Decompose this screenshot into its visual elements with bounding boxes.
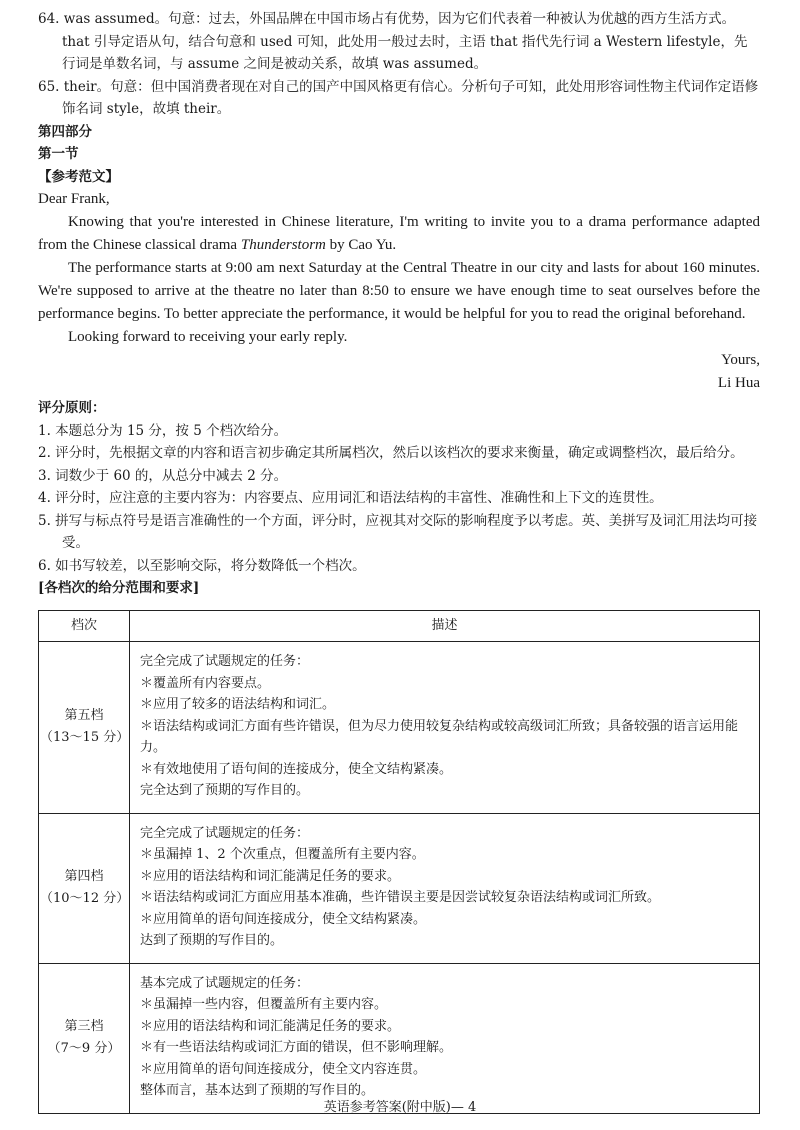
level-range: （13～15 分） [40, 730, 130, 746]
header-level: 档次 [39, 611, 130, 642]
letter-p1-start: Knowing that you're interested in Chinese literature, I'm writing to invite you to a drama performance adapted from the Chinese classical drama [38, 214, 760, 253]
description-cell [130, 963, 760, 1113]
answer-65: 65. their。句意：但中国消费者现在对自己的国产中国风格更有信心。分析句子可知，此处用形容词性物主代词作定语修饰名词 style，故填 their。 [38, 78, 759, 117]
rule-2: 2. 评分时，先根据文章的内容和语言初步确定其所属档次，然后以该档次的要求来衡量，确定或调整档次，最后给分。 [38, 445, 744, 461]
rule-1: 1. 本题总分为 15 分，按 5 个档次给分。 [38, 422, 288, 439]
letter-salutation: Dear Frank, [38, 191, 110, 207]
letter-p1-end: by Cao Yu. [325, 237, 397, 253]
description-line: ＊有效地使用了语句间的连接成分，使全文结构紧凑。 [140, 761, 453, 777]
rule-3: 3. 词数少于 60 的，从总分中减去 2 分。 [38, 467, 288, 484]
model-letter [38, 188, 760, 395]
description-line: 完全达到了预期的写作目的。 [140, 783, 310, 798]
section-part-heading: 第四部分 [38, 123, 92, 140]
page-footer: 英语参考答案(附中版)— 4 [323, 1100, 477, 1115]
rules-title: 评分原则： [38, 400, 106, 416]
level-cell [39, 813, 130, 963]
section-sub-heading: 第一节 [38, 146, 79, 162]
table-title: [各档次的给分范围和要求] [38, 580, 200, 596]
level-cell [39, 963, 130, 1113]
letter-paragraph-1 [38, 211, 760, 257]
level-range: （10～12 分） [40, 891, 130, 906]
description-line: ＊虽漏掉 1、2 个次重点，但覆盖所有主要内容。 [140, 847, 425, 862]
letter-closing: Yours, [721, 352, 760, 368]
rule-4: 4. 评分时，应注意的主要内容为：内容要点、应用词汇和语法结构的丰富性、准确性和上下文的连贯性。 [38, 490, 663, 506]
level-name: 第三档 [64, 1019, 104, 1034]
letter-paragraph-3: Looking forward to receiving your early reply. [68, 329, 348, 345]
description-line: ＊语法结构或词汇方面有些许错误，但为尽力使用较复杂结构或较高级词汇所致；具备较强的语言运用能力。 [140, 718, 739, 755]
answer-64: 64. was assumed。句意：过去，外国品牌在中国市场占有优势，因为它们代表着一种被认为优越的西方生活方式。that 引导定语从句，结合句意和 used 可知，此处用一般过去时，主语 that 指代先行词 a Western lifestyle，先行词是单数名词，与 assume 之间是被动关系，故填 was assumed。 [38, 11, 748, 72]
description-line: ＊应用的语法结构和词汇能满足任务的要求。 [140, 1018, 401, 1034]
header-description: 描述 [130, 611, 760, 642]
level-name: 第五档 [64, 708, 104, 724]
level-name: 第四档 [64, 869, 104, 884]
description-line: ＊覆盖所有内容要点。 [140, 675, 271, 691]
description-line: 达到了预期的写作目的。 [140, 933, 284, 948]
level-cell [39, 642, 130, 814]
description-line: ＊虽漏掉一些内容，但覆盖所有主要内容。 [140, 997, 388, 1012]
level-range: （7～9 分） [47, 1041, 121, 1056]
description-line: 整体而言，基本达到了预期的写作目的。 [140, 1083, 375, 1098]
description-cell [130, 813, 760, 963]
table-row [39, 963, 760, 1113]
description-line: ＊应用简单的语句间连接成分，使全文内容连贯。 [140, 1061, 427, 1077]
description-line: 基本完成了试题规定的任务： [140, 975, 310, 991]
model-essay-label: 【参考范文】 [38, 168, 119, 185]
description-line: 完全完成了试题规定的任务： [140, 654, 310, 669]
description-line: ＊有一些语法结构或词汇方面的错误，但不影响理解。 [140, 1040, 453, 1055]
letter-signature: Li Hua [717, 375, 760, 391]
grading-table [38, 610, 760, 1114]
table-row [39, 813, 760, 963]
table-row [39, 642, 760, 814]
drama-title: Thunderstorm [240, 237, 326, 253]
description-line: ＊应用的语法结构和词汇能满足任务的要求。 [140, 868, 401, 884]
table-header-row [39, 611, 760, 642]
description-cell [130, 642, 760, 814]
description-line: ＊语法结构或词汇方面应用基本准确，些许错误主要是因尝试较复杂语法结构或词汇所致。 [140, 890, 661, 905]
rule-6: 6. 如书写较差，以至影响交际，将分数降低一个档次。 [38, 557, 366, 574]
rule-5: 5. 拼写与标点符号是语言准确性的一个方面，评分时，应视其对交际的影响程度予以考虑。英、美拼写及词汇用法均可接受。 [38, 512, 758, 551]
description-line: ＊应用了较多的语法结构和词汇。 [140, 697, 336, 712]
description-line: 完全完成了试题规定的任务： [140, 825, 310, 841]
description-line: ＊应用简单的语句间连接成分，使全文结构紧凑。 [140, 911, 427, 927]
answer-page [38, 8, 760, 600]
letter-paragraph-2: The performance starts at 9:00 am next Saturday at the Central Theatre in our city and lasts for about 160 minutes. We're supposed to arrive at the theatre no later than 8:50 to ensure we have enough time to seat ourselves before the performance begins. To better appreciate the performance, it would be helpful for you to read the original beforehand. [38, 260, 760, 322]
